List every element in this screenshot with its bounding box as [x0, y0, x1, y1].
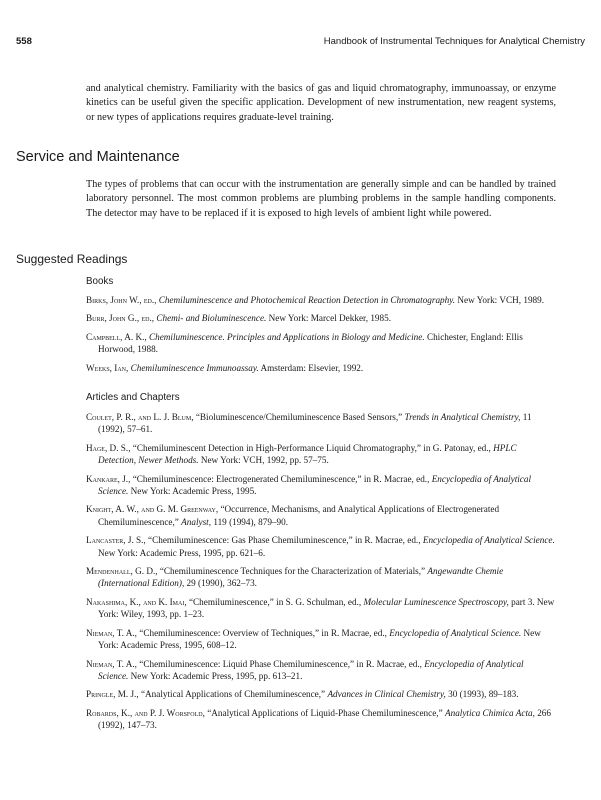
page-header [16, 36, 585, 50]
reference-author: Pringle, M. J., [86, 689, 139, 700]
intro-paragraph: and analytical chemistry. Familiarity with the basics of gas and liquid chromatography, immunoassay, or enzyme kinetics can be useful given the specific application. Development of new instrumentation, new reagent systems, or new types of applications requires graduate-level training. [86, 83, 556, 123]
reference-details: New York: Academic Press, 1995. [130, 486, 257, 497]
articles-heading: Articles and Chapters [86, 392, 180, 403]
reference-article-title: “Chemiluminescence: Overview of Techniques,” in R. Macrae, ed., [139, 627, 387, 638]
reference-details: New York: Academic Press, 1995, pp. 621–6. [98, 547, 266, 558]
article-reference [86, 534, 556, 559]
reference-author: Robards, K., and P. J. Worsfold, [86, 707, 205, 718]
book-reference [86, 312, 556, 324]
article-reference [86, 411, 556, 436]
reference-article-title: “Chemiluminescence Techniques for the Characterization of Materials,” [159, 566, 426, 577]
running-title: Handbook of Instrumental Techniques for Analytical Chemistry [323, 36, 585, 47]
reference-publication: Chichester, England: Ellis Horwood, 1988. [98, 331, 523, 355]
book-reference [86, 362, 556, 374]
reference-publication: Amsterdam: Elsevier, 1992. [260, 362, 364, 373]
page-number: 558 [16, 36, 32, 47]
reference-journal: Trends in Analytical Chemistry, [404, 412, 521, 422]
reference-article-title: “Analytical Applications of Liquid-Phase Chemiluminescence,” [207, 707, 443, 718]
reference-author: Nieman, T. A., [86, 627, 137, 638]
reference-title: Chemiluminescence. Principles and Applications in Biology and Medicine. [148, 331, 425, 342]
reference-author: Weeks, Ian, [86, 362, 129, 373]
articles-list [86, 411, 556, 738]
reference-journal: Encyclopedia of Analytical Science. [422, 535, 555, 546]
book-reference [86, 331, 556, 356]
reference-journal: Encyclopedia of Analytical Science. [98, 658, 524, 681]
book-reference [86, 294, 556, 306]
reference-author: Birks, John W., ed., [86, 295, 157, 305]
service-paragraph: The types of problems that can occur with the instrumentation are generally simple and can be handled by trained laboratory personnel. The most common problems are plumbing problems in the sample handling components. The detector may have to be replaced if it is exposed to high levels of ambient light while powered. [86, 179, 556, 219]
reference-details: 11 (1992), 57–61. [98, 412, 532, 435]
reference-author: Nakashima, K., and K. Imai, [86, 596, 187, 607]
article-reference [86, 658, 556, 683]
reference-journal: HPLC Detection, Newer Methods. [98, 442, 517, 466]
section-heading-service: Service and Maintenance [16, 149, 180, 165]
reference-author: Kankare, J., [86, 473, 131, 484]
article-reference [86, 596, 556, 621]
reference-author: Campbell, A. K., [86, 331, 147, 342]
reference-article-title: “Chemiluminescent Detection in High-Performance Liquid Chromatography,” in G. Patonay, ed., [132, 442, 491, 453]
reference-journal: Advances in Clinical Chemistry, [327, 689, 446, 700]
reference-details: 119 (1994), 879–90. [213, 516, 289, 527]
section-heading-readings: Suggested Readings [16, 252, 128, 266]
reference-details: 30 (1993), 89–183. [448, 689, 519, 700]
article-reference [86, 565, 556, 590]
article-reference [86, 473, 556, 498]
reference-article-title: “Chemiluminescence: Gas Phase Chemiluminescence,” in R. Macrae, ed., [148, 535, 421, 546]
reference-journal: Encyclopedia of Analytical Science. [98, 473, 532, 497]
reference-publication: New York: Marcel Dekker, 1985. [268, 313, 391, 324]
reference-details: New York: VCH, 1992, pp. 57–75. [200, 455, 329, 466]
reference-details: part 3. New York: Wiley, 1993, pp. 1–23. [98, 596, 555, 620]
reference-author: Knight, A. W., and G. M. Greenway, [86, 504, 219, 515]
reference-title: Chemi- and Bioluminescence. [156, 313, 267, 324]
reference-title: Chemiluminescence and Photochemical Reaction Detection in Chromatography. [158, 295, 456, 305]
reference-details: New York: Academic Press, 1995, 608–12. [98, 627, 541, 651]
reference-author: Burr, John G., ed., [86, 313, 155, 324]
reference-journal: Angewandte Chemie (International Edition), [98, 566, 504, 589]
reference-journal: Analytica Chimica Acta, [444, 707, 535, 718]
reference-publication: New York: VCH, 1989. [457, 295, 545, 305]
article-reference [86, 503, 556, 528]
books-list [86, 294, 556, 380]
reference-author: Mendenhall, G. D., [86, 566, 158, 577]
reference-journal: Encyclopedia of Analytical Science. [389, 627, 522, 638]
reference-author: Coulet, P. R., and L. J. Blum, [86, 412, 194, 422]
reference-details: 266 (1992), 147–73. [98, 707, 551, 731]
books-heading: Books [86, 276, 114, 287]
reference-journal: Analyst, [181, 516, 212, 527]
reference-details: New York: Academic Press, 1995, pp. 613–21. [130, 670, 303, 681]
reference-details: 29 (1990), 362–73. [186, 578, 257, 589]
reference-title: Chemiluminescence Immunoassay. [130, 362, 259, 373]
reference-article-title: “Analytical Applications of Chemiluminescence,” [140, 689, 326, 700]
reference-author: Nieman, T. A., [86, 658, 137, 669]
reference-journal: Molecular Luminescence Spectroscopy, [363, 596, 509, 607]
reference-article-title: “Occurrence, Mechanisms, and Analytical Applications of Electrogenerated Chemiluminescence,” [98, 504, 500, 527]
article-reference [86, 627, 556, 652]
reference-author: Lancaster, J. S., [86, 535, 146, 546]
reference-article-title: “Bioluminescence/Chemiluminescence Based Sensors,” [195, 412, 403, 422]
reference-article-title: “Chemiluminescence,” in S. G. Schulman, ed., [188, 596, 362, 607]
reference-article-title: “Chemiluminescence: Electrogenerated Chemiluminescence,” in R. Macrae, ed., [132, 473, 430, 484]
article-reference [86, 688, 556, 700]
article-reference [86, 442, 556, 467]
reference-author: Hage, D. S., [86, 442, 131, 453]
reference-article-title: “Chemiluminescence: Liquid Phase Chemiluminescence,” in R. Macrae, ed., [139, 658, 422, 669]
article-reference [86, 707, 556, 732]
